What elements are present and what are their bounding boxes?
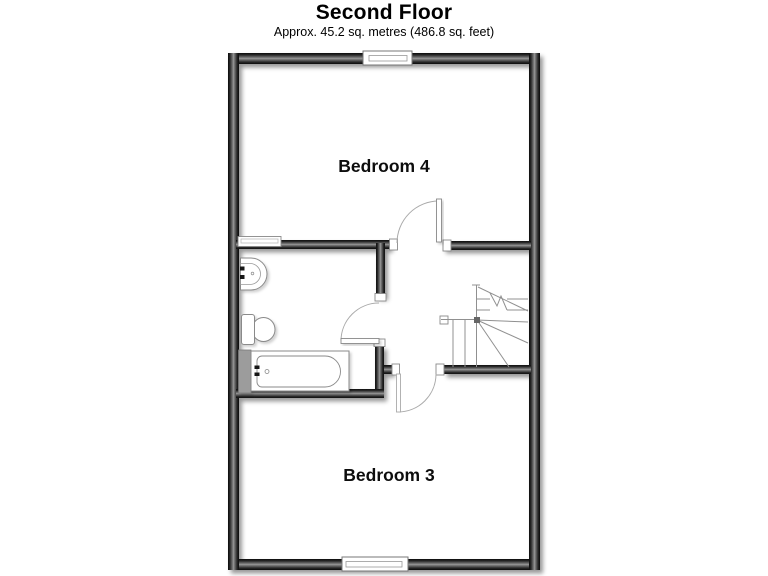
door-jambs [374, 239, 451, 375]
bedroom3-label: Bedroom 3 [343, 465, 435, 485]
bathroom-door-leaf [341, 339, 379, 344]
interior-wall-stub [384, 365, 392, 374]
door-jamb [443, 240, 451, 251]
toilet-icon [242, 315, 276, 345]
interior-wall-bedroom3-right [444, 365, 531, 374]
door-jamb [390, 239, 398, 250]
sink-taps [240, 275, 245, 279]
sink-taps [240, 267, 245, 271]
bath-taps [255, 366, 260, 370]
sink-icon [240, 258, 267, 290]
bedroom3-door-leaf [397, 374, 401, 412]
stair-newel-post [474, 317, 480, 323]
window-bottom [342, 557, 408, 571]
doors [341, 199, 442, 412]
bath-icon [239, 350, 350, 393]
bathroom-fixtures [239, 258, 350, 393]
bathroom-door-swing-arc [341, 303, 379, 341]
door-jamb [436, 364, 444, 375]
windows [238, 51, 412, 571]
interior-wall-bedroom4-right [443, 241, 531, 250]
bedroom4-label: Bedroom 4 [338, 156, 430, 176]
page-subtitle: Approx. 45.2 sq. metres (486.8 sq. feet) [273, 25, 495, 39]
staircase-icon [441, 285, 528, 367]
bedroom3-door-swing-arc [398, 374, 436, 412]
bath-taps [255, 373, 260, 377]
door-jamb [392, 364, 400, 375]
interior-wall-landing-vertical [376, 243, 385, 297]
outer-wall-left [228, 53, 239, 570]
bath-side-panel [239, 350, 252, 393]
page-title: Second Floor [315, 1, 453, 24]
outer-wall-right [529, 53, 540, 570]
window-top [363, 51, 412, 65]
door-jamb [375, 294, 386, 302]
wall-light-panel [238, 237, 281, 247]
bedroom4-door-swing-arc [397, 201, 439, 243]
bedroom4-door-leaf [437, 199, 442, 242]
